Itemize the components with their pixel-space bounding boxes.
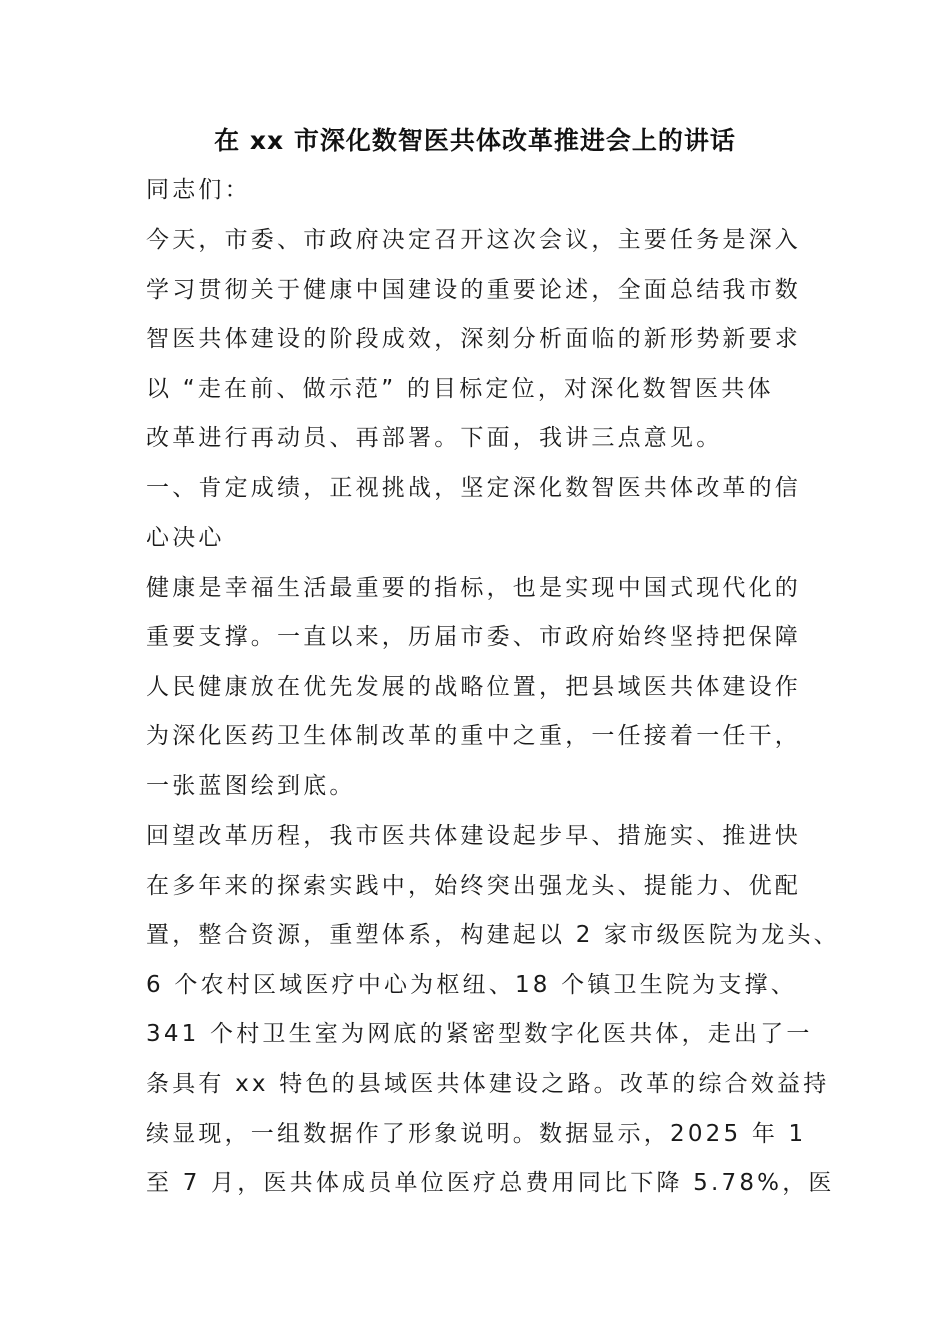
paragraph-line: 条具有 xx 特色的县域医共体建设之路。改革的综合效益持 xyxy=(146,1071,830,1097)
paragraph-line: 置，整合资源，重塑体系，构建起以 2 家市级医院为龙头、 xyxy=(146,922,840,948)
paragraph-line: 为深化医药卫生体制改革的重中之重，一任接着一任干， xyxy=(146,723,801,749)
paragraph-line: 今天，市委、市政府决定召开这次会议，主要任务是深入 xyxy=(146,227,801,253)
paragraph-line: 重要支撑。一直以来，历届市委、市政府始终坚持把保障 xyxy=(146,624,801,650)
paragraph-line: 改革进行再动员、再部署。下面，我讲三点意见。 xyxy=(146,425,723,451)
paragraph-line: 学习贯彻关于健康中国建设的重要论述，全面总结我市数 xyxy=(146,277,801,303)
paragraph-line: 续显现，一组数据作了形象说明。数据显示，2025 年 1 xyxy=(146,1121,807,1147)
paragraph-line: 341 个村卫生室为网底的紧密型数字化医共体，走出了一 xyxy=(146,1021,813,1047)
paragraph-line: 6 个农村区域医疗中心为枢纽、18 个镇卫生院为支撑、 xyxy=(146,972,797,998)
paragraph-line: 以 “走在前、做示范” 的目标定位，对深化数智医共体 xyxy=(146,376,774,402)
paragraph-line: 回望改革历程，我市医共体建设起步早、措施实、推进快 xyxy=(146,823,801,849)
paragraph-line: 至 7 月，医共体成员单位医疗总费用同比下降 5.78%，医 xyxy=(146,1170,835,1196)
paragraph-line: 一张蓝图绘到底。 xyxy=(146,773,356,799)
document-title: 在 xx 市深化数智医共体改革推进会上的讲话 xyxy=(214,126,736,155)
paragraph-line: 人民健康放在优先发展的战略位置，把县域医共体建设作 xyxy=(146,674,801,700)
paragraph-line: 智医共体建设的阶段成效，深刻分析面临的新形势新要求 xyxy=(146,326,801,352)
section-heading-line: 心决心 xyxy=(146,525,225,551)
greeting-line: 同志们： xyxy=(146,177,251,203)
section-heading-line: 一、肯定成绩，正视挑战，坚定深化数智医共体改革的信 xyxy=(146,475,801,501)
paragraph-line: 健康是幸福生活最重要的指标，也是实现中国式现代化的 xyxy=(146,575,801,601)
paragraph-line: 在多年来的探索实践中，始终突出强龙头、提能力、优配 xyxy=(146,873,801,899)
